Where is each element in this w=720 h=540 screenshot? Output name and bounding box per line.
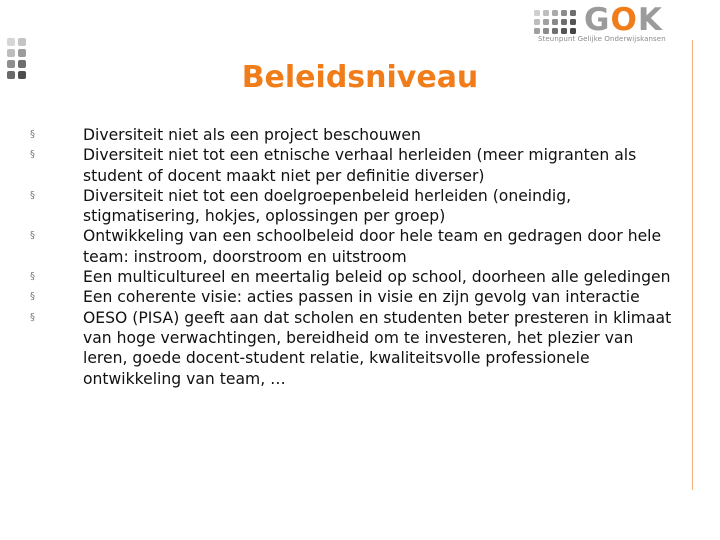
logo-wordmark <box>584 2 663 38</box>
decorative-vertical-line <box>692 40 693 490</box>
bullet-text: OESO (PISA) geeft aan dat scholen en studenten beter presteren in klimaat van hoge verwachtingen, bereidheid om te investeren, het plezier van leren, goede docent-student relatie, kwaliteitsvolle professionele ontwikkeling van team, … <box>83 308 672 388</box>
bullet-marker-icon: § <box>30 129 35 140</box>
bullet-item <box>30 145 680 186</box>
bullet-item <box>30 267 680 287</box>
bullet-marker-icon: § <box>30 189 35 201</box>
dot <box>18 49 26 57</box>
bullet-item <box>30 308 680 389</box>
bullet-text: Ontwikkeling van een schoolbeleid door hele team en gedragen door hele team: instroom, doorstroom en uitstroom <box>83 227 662 266</box>
bullet-marker-icon: § <box>30 149 35 161</box>
logo-letter-k: K <box>637 2 663 38</box>
bullet-list <box>30 125 680 389</box>
bullet-marker-icon: § <box>30 271 35 283</box>
bullet-text: Een multicultureel en meertalig beleid op school, doorheen alle geledingen <box>83 268 671 287</box>
bullet-marker-icon: § <box>30 230 35 242</box>
bullet-item <box>30 287 680 307</box>
bullet-text: Diversiteit niet tot een doelgroepenbeleid herleiden (oneindig, stigmatisering, hokjes, oplossingen per groep) <box>83 186 572 226</box>
logo-letter-o: O <box>610 2 638 38</box>
dot <box>7 38 15 46</box>
bullet-item <box>30 186 680 227</box>
bullet-item <box>30 226 680 267</box>
slide-title: Beleidsniveau <box>241 60 479 95</box>
bullet-marker-icon: § <box>30 291 35 303</box>
bullet-text: Diversiteit niet als een project beschouwen <box>83 126 421 144</box>
logo-letter-g: G <box>584 2 611 38</box>
logo-tagline: Steunpunt Gelijke Onderwijskansen <box>538 35 666 43</box>
bullet-text: Een coherente visie: acties passen in visie en zijn gevolg van interactie <box>83 288 640 307</box>
bullet-item <box>30 125 680 145</box>
bullet-text: Diversiteit niet tot een etnische verhaal herleiden (meer migranten als student of docent maakt niet per definitie diverser) <box>83 146 637 185</box>
bullet-marker-icon: § <box>30 311 35 323</box>
logo-dots-icon <box>532 8 582 38</box>
gok-logo <box>532 2 692 46</box>
dot <box>18 38 26 46</box>
dot <box>7 49 15 57</box>
